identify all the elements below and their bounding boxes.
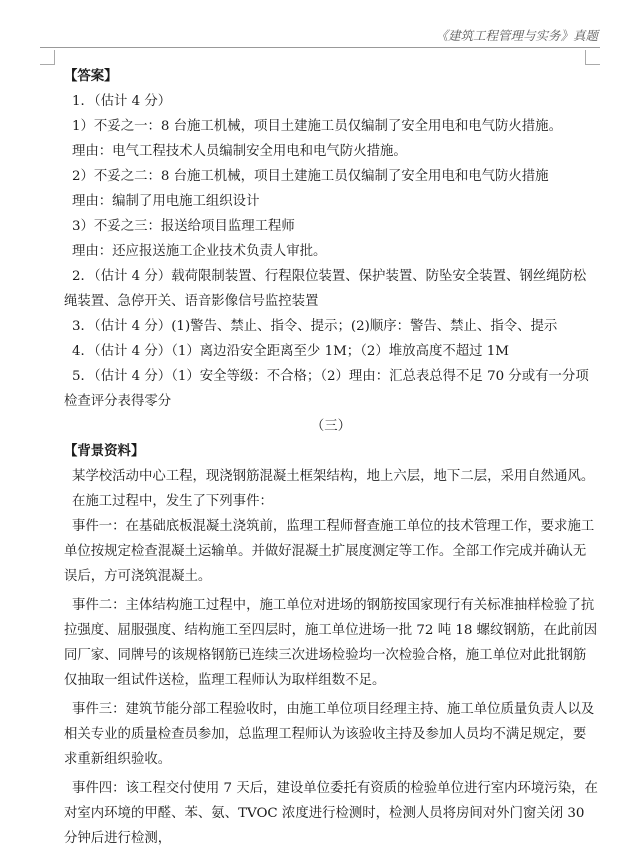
page-header-title: 《建筑工程管理与实务》真题 bbox=[435, 28, 598, 43]
crop-mark-left bbox=[40, 50, 55, 65]
answer-line: 3）不妥之三：报送给项目监理工程师 bbox=[72, 219, 295, 234]
answer-line: 5．（估计 4 分）（1）安全等级：不合格；（2）理由：汇总表总得不足 70 分或有一分项检查评分表得零分 bbox=[64, 369, 589, 409]
answer-line: 2．（估计 4 分）载荷限制装置、行程限位装置、保护装置、防坠安全装置、钢丝绳防松绳装置、急停开关、语音影像信号监控装置 bbox=[64, 269, 587, 309]
answer-line: 1）不妥之一：8 台施工机械，项目土建施工员仅编制了安全用电和电气防火措施。 bbox=[72, 119, 562, 134]
background-paragraph: 某学校活动中心工程，现浇钢筋混凝土框架结构，地上六层，地下二层，采用自然通风。 bbox=[72, 469, 595, 484]
answer-line: 理由：电气工程技术人员编制安全用电和电气防火措施。 bbox=[72, 144, 407, 159]
background-paragraph: 事件三：建筑节能分部工程验收时，由施工单位项目经理主持、施工单位质量负责人以及相关专业的质量检查员参加，总监理工程师认为该验收主持及参加人员均不满足规定，要求重新组织验收。 bbox=[64, 702, 595, 767]
section-title: （三） bbox=[310, 419, 352, 434]
answer-line: 3．（估计 4 分）(1)警告、禁止、指令、提示；(2)顺序：警告、禁止、指令、提示 bbox=[72, 319, 558, 334]
document-body bbox=[64, 64, 598, 851]
background-paragraph: 事件四：该工程交付使用 7 天后，建设单位委托有资质的检验单位进行室内环境污染，在对室内环境的甲醛、苯、氨、TVOC 浓度进行检测时，检测人员将房间对外门窗关闭 30 分钟后进行检测， bbox=[64, 781, 598, 846]
header-rule bbox=[40, 47, 600, 48]
answer-line: 2）不妥之二：8 台施工机械，项目土建施工员仅编制了安全用电和电气防火措施 bbox=[72, 169, 549, 184]
answer-line: 理由：还应报送施工企业技术负责人审批。 bbox=[72, 244, 327, 259]
answer-line: 理由：编制了用电施工组织设计 bbox=[72, 194, 260, 209]
background-paragraph: 在施工过程中，发生了下列事件： bbox=[72, 494, 273, 509]
background-paragraph: 事件二：主体结构施工过程中，施工单位对进场的钢筋按国家现行有关标准抽样检验了抗拉强度、屈服强度、结构施工至四层时，施工单位进场一批 72 吨 18 螺纹钢筋，在此前因同厂家、同牌号的该规格钢筋已连续三次进场检验均一次检验合格，施工单位对此批钢筋仅抽取一组试件送检，监理工程师认为取样组数不足。 bbox=[64, 598, 598, 688]
background-paragraph: 事件一：在基础底板混凝土浇筑前，监理工程师督查施工单位的技术管理工作，要求施工单位按规定检查混凝土运输单。并做好混凝土扩展度测定等工作。全部工作完成并确认无误后，方可浇筑混凝土。 bbox=[64, 519, 595, 584]
answer-line: 4．（估计 4 分）（1）离边沿安全距离至少 1M；（2）堆放高度不超过 1M bbox=[72, 344, 510, 359]
background-heading: 【背景资料】 bbox=[64, 443, 145, 459]
answer-heading: 【答案】 bbox=[64, 68, 118, 84]
crop-mark-right bbox=[585, 50, 600, 65]
answer-line: 1．（估计 4 分） bbox=[72, 94, 172, 109]
